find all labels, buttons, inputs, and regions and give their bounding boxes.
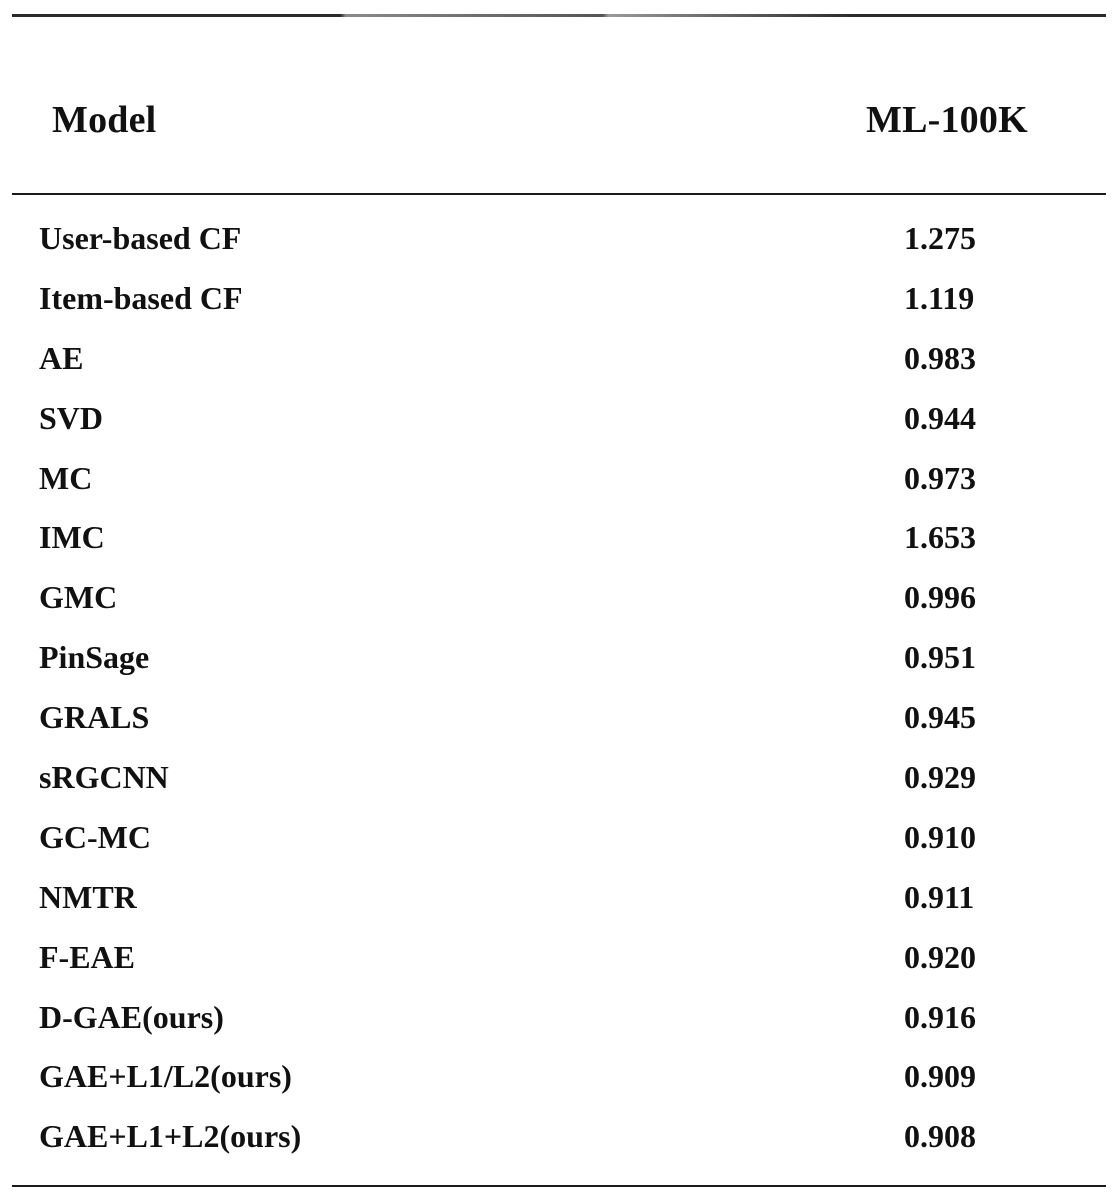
ml-100k-value-cell: 1.119 xyxy=(904,279,975,316)
model-name-cell: User-based CF xyxy=(39,220,242,256)
ml-100k-value-cell: 0.944 xyxy=(904,399,976,436)
ml-100k-value-cell: 0.909 xyxy=(904,1058,976,1095)
table-row xyxy=(0,515,1119,575)
table-row xyxy=(0,875,1119,935)
ml-100k-value-cell: 0.920 xyxy=(904,938,976,975)
ml-100k-value-cell: 0.983 xyxy=(904,339,976,376)
model-name-cell: MC xyxy=(39,459,93,496)
model-name-cell: D-GAE(ours) xyxy=(39,998,224,1035)
ml-100k-value-cell: 0.996 xyxy=(904,579,976,616)
column-header-model: Model xyxy=(52,99,157,141)
ml-100k-value-cell: 1.653 xyxy=(904,519,976,556)
model-name-cell: GMC xyxy=(39,579,118,616)
model-name-cell: GC-MC xyxy=(39,818,151,855)
column-header-ml-100k: ML-100K xyxy=(866,99,1028,141)
table-row xyxy=(0,695,1119,755)
table-row xyxy=(0,396,1119,456)
model-name-cell: sRGCNN xyxy=(39,759,169,796)
ml-100k-value-cell: 0.911 xyxy=(904,878,975,915)
table-row xyxy=(0,1114,1119,1174)
ml-100k-value-cell: 0.929 xyxy=(904,759,976,796)
ml-100k-value-cell: 0.908 xyxy=(904,1118,976,1155)
model-name-cell: SVD xyxy=(39,399,104,436)
model-name-cell: IMC xyxy=(39,519,105,556)
model-name-cell: GRALS xyxy=(39,699,150,736)
table-row xyxy=(0,575,1119,635)
model-name-cell: F-EAE xyxy=(39,938,135,975)
table-row xyxy=(0,456,1119,516)
table-row xyxy=(0,995,1119,1055)
table-row xyxy=(0,276,1119,336)
table-row xyxy=(0,635,1119,695)
ml-100k-value-cell: 1.275 xyxy=(904,220,976,256)
table-row xyxy=(0,755,1119,815)
table-top-rule xyxy=(12,14,1106,17)
model-name-cell: AE xyxy=(39,339,84,376)
table-row xyxy=(0,815,1119,875)
table-row xyxy=(0,935,1119,995)
ml-100k-value-cell: 0.916 xyxy=(904,998,976,1035)
ml-100k-value-cell: 0.973 xyxy=(904,459,976,496)
model-name-cell: GAE+L1/L2(ours) xyxy=(39,1058,292,1095)
model-name-cell: GAE+L1+L2(ours) xyxy=(39,1118,302,1155)
table-row xyxy=(0,216,1119,276)
table-row xyxy=(0,1054,1119,1114)
table-bottom-rule xyxy=(12,1185,1106,1187)
table-body xyxy=(0,216,1119,1174)
table-row xyxy=(0,336,1119,396)
model-name-cell: Item-based CF xyxy=(39,279,243,316)
ml-100k-value-cell: 0.910 xyxy=(904,818,976,855)
model-name-cell: NMTR xyxy=(39,878,137,915)
ml-100k-value-cell: 0.951 xyxy=(904,639,976,676)
ml-100k-value-cell: 0.945 xyxy=(904,699,976,736)
header-separator-rule xyxy=(12,193,1106,195)
model-name-cell: PinSage xyxy=(39,639,150,676)
